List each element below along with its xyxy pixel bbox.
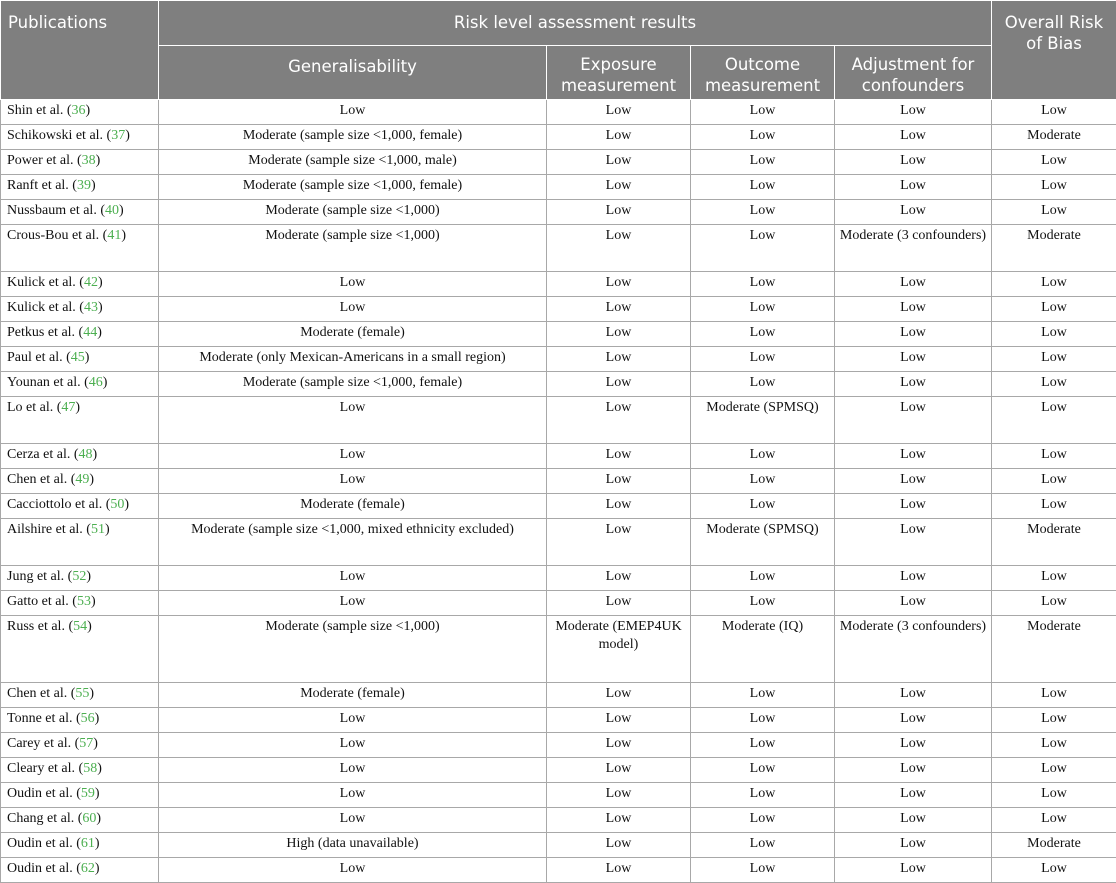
adjustment-cell: Low	[835, 758, 992, 783]
outcome-cell: Low	[691, 150, 835, 175]
reference-link[interactable]: 57	[79, 736, 93, 751]
generalisability-cell: Low	[159, 272, 547, 297]
reference-link[interactable]: 56	[81, 711, 95, 726]
table-row	[1, 616, 1116, 683]
adjustment-cell: Low	[835, 347, 992, 372]
exposure-cell: Low	[547, 125, 691, 150]
reference-link[interactable]: 38	[82, 153, 96, 168]
reference-close-paren: )	[105, 522, 110, 537]
author-text: Schikowski et al. (	[7, 128, 111, 143]
adjustment-cell: Low	[835, 783, 992, 808]
exposure-cell: Low	[547, 469, 691, 494]
exposure-cell: Low	[547, 272, 691, 297]
reference-link[interactable]: 42	[84, 275, 98, 290]
table-body	[1, 100, 1116, 883]
generalisability-cell: Moderate (sample size <1,000)	[159, 616, 547, 683]
publication-cell	[1, 591, 159, 616]
reference-close-paren: )	[98, 300, 103, 315]
author-text: Oudin et al. (	[7, 861, 81, 876]
overall-risk-cell: Low	[992, 733, 1116, 758]
reference-close-paren: )	[121, 228, 126, 243]
exposure-cell: Low	[547, 833, 691, 858]
reference-close-paren: )	[95, 786, 100, 801]
reference-link[interactable]: 53	[77, 594, 91, 609]
overall-risk-cell: Low	[992, 200, 1116, 225]
table-row	[1, 175, 1116, 200]
overall-risk-cell: Low	[992, 683, 1116, 708]
exposure-cell: Low	[547, 150, 691, 175]
publication-cell	[1, 758, 159, 783]
exposure-cell: Low	[547, 683, 691, 708]
adjustment-cell: Low	[835, 683, 992, 708]
reference-close-paren: )	[93, 736, 98, 751]
table-header	[1, 1, 1116, 100]
author-text: Chen et al. (	[7, 472, 75, 487]
author-text: Paul et al. (	[7, 350, 71, 365]
publication-cell	[1, 322, 159, 347]
generalisability-cell: Moderate (female)	[159, 683, 547, 708]
outcome-cell: Low	[691, 125, 835, 150]
author-text: Power et al. (	[7, 153, 82, 168]
table-row	[1, 397, 1116, 444]
publication-cell	[1, 519, 159, 566]
adjustment-cell: Low	[835, 444, 992, 469]
table-row	[1, 225, 1116, 272]
author-text: Cleary et al. (	[7, 761, 83, 776]
publication-cell	[1, 150, 159, 175]
outcome-cell: Low	[691, 566, 835, 591]
exposure-cell: Low	[547, 519, 691, 566]
overall-risk-cell: Low	[992, 783, 1116, 808]
outcome-cell: Low	[691, 494, 835, 519]
author-text: Nussbaum et al. (	[7, 203, 105, 218]
publication-cell	[1, 469, 159, 494]
generalisability-cell: Moderate (sample size <1,000, female)	[159, 372, 547, 397]
reference-link[interactable]: 49	[75, 472, 89, 487]
reference-link[interactable]: 55	[75, 686, 89, 701]
table-row	[1, 469, 1116, 494]
reference-close-paren: )	[91, 594, 96, 609]
author-text: Younan et al. (	[7, 375, 89, 390]
generalisability-cell: Moderate (sample size <1,000, female)	[159, 175, 547, 200]
reference-link[interactable]: 43	[84, 300, 98, 315]
author-text: Russ et al. (	[7, 619, 73, 634]
publication-cell	[1, 566, 159, 591]
generalisability-cell: Low	[159, 783, 547, 808]
generalisability-cell: Low	[159, 733, 547, 758]
author-text: Oudin et al. (	[7, 786, 81, 801]
generalisability-cell: Moderate (female)	[159, 322, 547, 347]
adjustment-cell: Low	[835, 100, 992, 125]
reference-close-paren: )	[119, 203, 124, 218]
reference-close-paren: )	[103, 375, 108, 390]
exposure-cell: Low	[547, 858, 691, 883]
adjustment-cell: Moderate (3 confounders)	[835, 616, 992, 683]
exposure-cell: Low	[547, 175, 691, 200]
exposure-cell: Moderate (EMEP4UK model)	[547, 616, 691, 683]
header-overall-risk: Overall Risk of Bias	[992, 1, 1116, 100]
publication-cell	[1, 200, 159, 225]
reference-link[interactable]: 47	[61, 400, 75, 415]
exposure-cell: Low	[547, 397, 691, 444]
adjustment-cell: Low	[835, 494, 992, 519]
generalisability-cell: Moderate (sample size <1,000)	[159, 200, 547, 225]
publication-cell	[1, 833, 159, 858]
generalisability-cell: Low	[159, 100, 547, 125]
exposure-cell: Low	[547, 494, 691, 519]
outcome-cell: Moderate (SPMSQ)	[691, 519, 835, 566]
publication-cell	[1, 297, 159, 322]
adjustment-cell: Low	[835, 175, 992, 200]
outcome-cell: Low	[691, 297, 835, 322]
generalisability-cell: Low	[159, 444, 547, 469]
header-generalisability: Generalisability	[159, 46, 547, 100]
reference-close-paren: )	[98, 275, 103, 290]
author-text: Cacciottolo et al. (	[7, 497, 110, 512]
table-row	[1, 100, 1116, 125]
table-row	[1, 783, 1116, 808]
outcome-cell: Low	[691, 758, 835, 783]
adjustment-cell: Low	[835, 372, 992, 397]
publication-cell	[1, 175, 159, 200]
reference-close-paren: )	[124, 497, 129, 512]
exposure-cell: Low	[547, 808, 691, 833]
adjustment-cell: Low	[835, 808, 992, 833]
generalisability-cell: Low	[159, 708, 547, 733]
publication-cell	[1, 708, 159, 733]
header-publications: Publications	[1, 1, 159, 100]
generalisability-cell: Low	[159, 591, 547, 616]
generalisability-cell: Low	[159, 808, 547, 833]
table-row	[1, 322, 1116, 347]
publication-cell	[1, 808, 159, 833]
header-risk-level-group: Risk level assessment results	[159, 1, 992, 46]
generalisability-cell: Moderate (sample size <1,000)	[159, 225, 547, 272]
reference-close-paren: )	[97, 761, 102, 776]
reference-close-paren: )	[95, 861, 100, 876]
reference-close-paren: )	[96, 153, 101, 168]
reference-link[interactable]: 62	[81, 861, 95, 876]
table-row	[1, 591, 1116, 616]
adjustment-cell: Low	[835, 566, 992, 591]
outcome-cell: Low	[691, 833, 835, 858]
reference-link[interactable]: 45	[71, 350, 85, 365]
reference-close-paren: )	[86, 569, 91, 584]
author-text: Petkus et al. (	[7, 325, 83, 340]
generalisability-cell: High (data unavailable)	[159, 833, 547, 858]
reference-close-paren: )	[86, 103, 91, 118]
overall-risk-cell: Low	[992, 150, 1116, 175]
table-row	[1, 519, 1116, 566]
adjustment-cell: Low	[835, 858, 992, 883]
overall-risk-cell: Moderate	[992, 616, 1116, 683]
publication-cell	[1, 783, 159, 808]
reference-link[interactable]: 50	[110, 497, 124, 512]
generalisability-cell: Low	[159, 858, 547, 883]
outcome-cell: Low	[691, 272, 835, 297]
adjustment-cell: Low	[835, 733, 992, 758]
reference-close-paren: )	[93, 447, 98, 462]
table-row	[1, 683, 1116, 708]
exposure-cell: Low	[547, 444, 691, 469]
table-row	[1, 125, 1116, 150]
generalisability-cell: Moderate (sample size <1,000, female)	[159, 125, 547, 150]
publication-cell	[1, 683, 159, 708]
publication-cell	[1, 372, 159, 397]
header-adjustment-confounders: Adjustment for confounders	[835, 46, 992, 100]
outcome-cell: Low	[691, 322, 835, 347]
adjustment-cell: Low	[835, 272, 992, 297]
reference-close-paren: )	[75, 400, 80, 415]
table-row	[1, 733, 1116, 758]
outcome-cell: Low	[691, 100, 835, 125]
reference-link[interactable]: 59	[81, 786, 95, 801]
generalisability-cell: Moderate (female)	[159, 494, 547, 519]
generalisability-cell: Low	[159, 297, 547, 322]
reference-link[interactable]: 40	[105, 203, 119, 218]
table-row	[1, 297, 1116, 322]
overall-risk-cell: Low	[992, 469, 1116, 494]
adjustment-cell: Low	[835, 322, 992, 347]
table-row	[1, 858, 1116, 883]
overall-risk-cell: Moderate	[992, 833, 1116, 858]
outcome-cell: Low	[691, 347, 835, 372]
reference-close-paren: )	[89, 686, 94, 701]
overall-risk-cell: Low	[992, 397, 1116, 444]
outcome-cell: Low	[691, 858, 835, 883]
table-row	[1, 272, 1116, 297]
overall-risk-cell: Moderate	[992, 225, 1116, 272]
table-row	[1, 808, 1116, 833]
exposure-cell: Low	[547, 225, 691, 272]
table-row	[1, 566, 1116, 591]
exposure-cell: Low	[547, 372, 691, 397]
adjustment-cell: Low	[835, 469, 992, 494]
header-outcome-measurement: Outcome measurement	[691, 46, 835, 100]
overall-risk-cell: Low	[992, 100, 1116, 125]
outcome-cell: Low	[691, 444, 835, 469]
outcome-cell: Low	[691, 175, 835, 200]
outcome-cell: Low	[691, 200, 835, 225]
adjustment-cell: Low	[835, 833, 992, 858]
reference-close-paren: )	[85, 350, 90, 365]
table-row	[1, 347, 1116, 372]
overall-risk-cell: Low	[992, 372, 1116, 397]
author-text: Kulick et al. (	[7, 275, 84, 290]
exposure-cell: Low	[547, 783, 691, 808]
generalisability-cell: Moderate (sample size <1,000, mixed ethnicity excluded)	[159, 519, 547, 566]
publication-cell	[1, 125, 159, 150]
reference-link[interactable]: 52	[72, 569, 86, 584]
reference-link[interactable]: 36	[72, 103, 86, 118]
adjustment-cell: Low	[835, 708, 992, 733]
publication-cell	[1, 272, 159, 297]
outcome-cell: Low	[691, 225, 835, 272]
outcome-cell: Low	[691, 708, 835, 733]
reference-link[interactable]: 46	[89, 375, 103, 390]
table-row	[1, 444, 1116, 469]
reference-link[interactable]: 41	[107, 228, 121, 243]
exposure-cell: Low	[547, 100, 691, 125]
header-exposure-measurement: Exposure measurement	[547, 46, 691, 100]
overall-risk-cell: Low	[992, 272, 1116, 297]
table-row	[1, 372, 1116, 397]
publication-cell	[1, 397, 159, 444]
outcome-cell: Moderate (IQ)	[691, 616, 835, 683]
author-text: Oudin et al. (	[7, 836, 81, 851]
overall-risk-cell: Low	[992, 708, 1116, 733]
adjustment-cell: Low	[835, 150, 992, 175]
overall-risk-cell: Low	[992, 808, 1116, 833]
reference-link[interactable]: 61	[81, 836, 95, 851]
reference-close-paren: )	[89, 472, 94, 487]
publication-cell	[1, 494, 159, 519]
generalisability-cell: Low	[159, 469, 547, 494]
publication-cell	[1, 100, 159, 125]
reference-close-paren: )	[95, 836, 100, 851]
adjustment-cell: Low	[835, 200, 992, 225]
overall-risk-cell: Low	[992, 591, 1116, 616]
exposure-cell: Low	[547, 591, 691, 616]
publication-cell	[1, 733, 159, 758]
table-row	[1, 708, 1116, 733]
publication-cell	[1, 444, 159, 469]
reference-close-paren: )	[91, 178, 96, 193]
author-text: Chen et al. (	[7, 686, 75, 701]
outcome-cell: Moderate (SPMSQ)	[691, 397, 835, 444]
reference-link[interactable]: 48	[79, 447, 93, 462]
overall-risk-cell: Low	[992, 175, 1116, 200]
adjustment-cell: Low	[835, 297, 992, 322]
publication-cell	[1, 858, 159, 883]
outcome-cell: Low	[691, 733, 835, 758]
publication-cell	[1, 347, 159, 372]
author-text: Cerza et al. (	[7, 447, 79, 462]
overall-risk-cell: Low	[992, 494, 1116, 519]
generalisability-cell: Moderate (only Mexican-Americans in a small region)	[159, 347, 547, 372]
exposure-cell: Low	[547, 297, 691, 322]
outcome-cell: Low	[691, 808, 835, 833]
overall-risk-cell: Moderate	[992, 519, 1116, 566]
author-text: Ranft et al. (	[7, 178, 77, 193]
table-row	[1, 150, 1116, 175]
exposure-cell: Low	[547, 322, 691, 347]
overall-risk-cell: Low	[992, 758, 1116, 783]
author-text: Kulick et al. (	[7, 300, 84, 315]
exposure-cell: Low	[547, 566, 691, 591]
outcome-cell: Low	[691, 372, 835, 397]
reference-close-paren: )	[97, 325, 102, 340]
overall-risk-cell: Low	[992, 566, 1116, 591]
author-text: Ailshire et al. (	[7, 522, 91, 537]
author-text: Chang et al. (	[7, 811, 82, 826]
publication-cell	[1, 225, 159, 272]
generalisability-cell: Low	[159, 566, 547, 591]
overall-risk-cell: Low	[992, 297, 1116, 322]
generalisability-cell: Low	[159, 397, 547, 444]
reference-close-paren: )	[96, 811, 101, 826]
table-row	[1, 494, 1116, 519]
overall-risk-cell: Low	[992, 322, 1116, 347]
outcome-cell: Low	[691, 469, 835, 494]
generalisability-cell: Low	[159, 758, 547, 783]
outcome-cell: Low	[691, 683, 835, 708]
reference-link[interactable]: 54	[73, 619, 87, 634]
author-text: Shin et al. (	[7, 103, 72, 118]
adjustment-cell: Low	[835, 591, 992, 616]
table-row	[1, 833, 1116, 858]
overall-risk-cell: Low	[992, 347, 1116, 372]
overall-risk-cell: Moderate	[992, 125, 1116, 150]
overall-risk-cell: Low	[992, 858, 1116, 883]
reference-link[interactable]: 44	[83, 325, 97, 340]
table-row	[1, 200, 1116, 225]
reference-link[interactable]: 60	[82, 811, 96, 826]
exposure-cell: Low	[547, 200, 691, 225]
exposure-cell: Low	[547, 733, 691, 758]
table-row	[1, 758, 1116, 783]
exposure-cell: Low	[547, 708, 691, 733]
generalisability-cell: Moderate (sample size <1,000, male)	[159, 150, 547, 175]
reference-close-paren: )	[95, 711, 100, 726]
reference-link[interactable]: 58	[83, 761, 97, 776]
reference-close-paren: )	[125, 128, 130, 143]
outcome-cell: Low	[691, 591, 835, 616]
publication-cell	[1, 616, 159, 683]
reference-link[interactable]: 39	[77, 178, 91, 193]
reference-link[interactable]: 37	[111, 128, 125, 143]
author-text: Carey et al. (	[7, 736, 79, 751]
author-text: Tonne et al. (	[7, 711, 81, 726]
author-text: Gatto et al. (	[7, 594, 77, 609]
overall-risk-cell: Low	[992, 444, 1116, 469]
reference-close-paren: )	[87, 619, 92, 634]
adjustment-cell: Low	[835, 125, 992, 150]
adjustment-cell: Low	[835, 519, 992, 566]
author-text: Crous-Bou et al. (	[7, 228, 107, 243]
adjustment-cell: Moderate (3 confounders)	[835, 225, 992, 272]
exposure-cell: Low	[547, 758, 691, 783]
adjustment-cell: Low	[835, 397, 992, 444]
author-text: Lo et al. (	[7, 400, 61, 415]
author-text: Jung et al. (	[7, 569, 72, 584]
reference-link[interactable]: 51	[91, 522, 105, 537]
outcome-cell: Low	[691, 783, 835, 808]
exposure-cell: Low	[547, 347, 691, 372]
